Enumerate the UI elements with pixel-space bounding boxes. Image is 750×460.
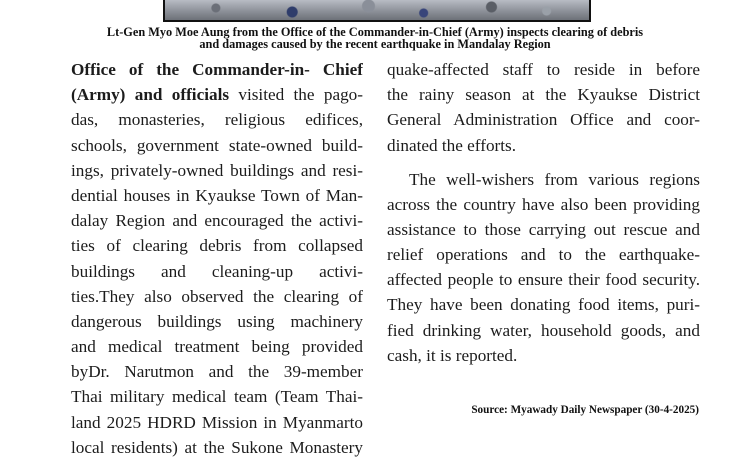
- article-line: assistance to those carrying out rescue and: [387, 219, 700, 239]
- article-line: das, monasteries, religious edifices,: [71, 110, 363, 130]
- article-line: General Administration Office and coor-: [387, 110, 700, 130]
- article-line: local residents) at the Sukone Monastery: [71, 437, 363, 457]
- source-credit: Source: Myawady Daily Newspaper (30-4-2025): [471, 404, 699, 416]
- article-line: byDr. Narutmon and the 39-member: [71, 362, 363, 382]
- article-lead-bold: Office of the Commander-in- Chief: [71, 60, 363, 79]
- article-line: The well-wishers from various regions: [409, 169, 700, 189]
- article-line: across the country have also been providing: [387, 194, 700, 214]
- paragraph-gap: [387, 158, 700, 167]
- article-text: visited the pago-: [229, 85, 363, 105]
- article-right-column: [387, 57, 700, 368]
- article-line: land 2025 HDRD Mission in Myanmarto: [71, 412, 363, 432]
- article-line: dential houses in Kyaukse Town of Man-: [71, 185, 363, 205]
- article-lead-bold: (Army) and officials: [71, 85, 230, 105]
- article-line: [71, 82, 363, 107]
- article-line: fied drinking water, household goods, and: [387, 320, 700, 340]
- article-line: dangerous buildings using machinery: [71, 311, 363, 331]
- article-line: ties of clearing debris from collapsed: [71, 236, 363, 256]
- article-line: cash, it is reported.: [387, 345, 518, 365]
- article-line: relief operations and to the earthquake-: [387, 245, 700, 265]
- article-line: dinated the efforts.: [387, 135, 517, 155]
- article-line: and medical treatment being provided: [71, 337, 363, 357]
- photo-caption: [70, 26, 680, 50]
- article-line: Thai military medical team (Team Thai-: [71, 387, 363, 407]
- article-line: quake-affected staff to reside in before: [387, 60, 700, 79]
- article-left-column: [71, 57, 363, 460]
- article-line: They have been donating food items, puri-: [387, 295, 700, 315]
- article-line: ings, privately-owned buildings and resi-: [71, 160, 363, 180]
- caption-line: Lt-Gen Myo Moe Aung from the Office of the Commander-in-Chief (Army) inspects clearing of debris: [106, 25, 644, 39]
- news-photo: [163, 0, 591, 22]
- caption-line: and damages caused by the recent earthquake in Mandalay Region: [199, 37, 551, 51]
- article-line: schools, government state-owned build-: [71, 135, 363, 155]
- article-line: buildings and cleaning-up activi-: [71, 261, 363, 281]
- article-line: affected people to ensure their food security.: [387, 270, 700, 290]
- article-line: the rainy season at the Kyaukse District: [387, 85, 700, 105]
- article-line: ties.They also observed the clearing of: [71, 286, 363, 306]
- article-line: dalay Region and encouraged the activi-: [71, 211, 363, 231]
